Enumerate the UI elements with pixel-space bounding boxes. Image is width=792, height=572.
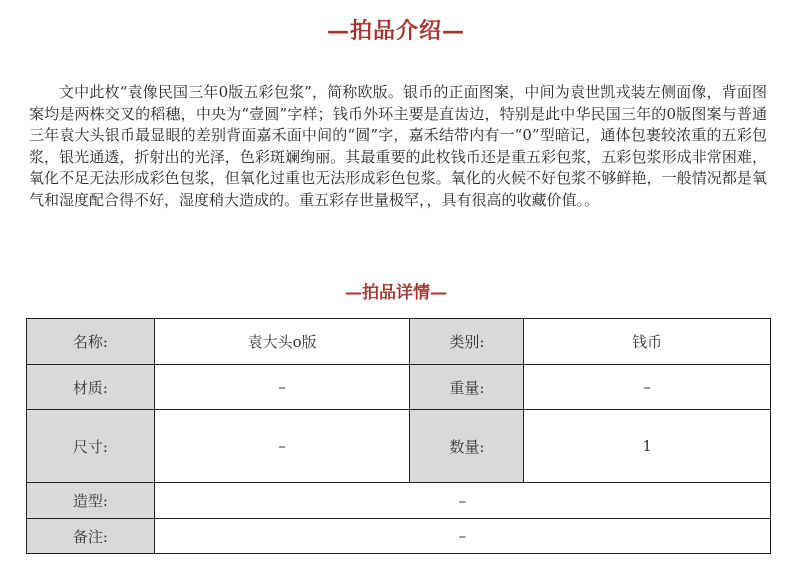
weight-value: – — [524, 365, 771, 410]
table-row — [27, 319, 771, 365]
name-label: 名称: — [27, 319, 155, 365]
quantity-label: 数量: — [410, 410, 524, 483]
lot-intro-heading: —拍品介绍— — [326, 18, 465, 44]
size-value: – — [154, 410, 410, 483]
category-label: 类别: — [410, 319, 524, 365]
table-row — [27, 519, 771, 554]
table-row — [27, 410, 771, 483]
remark-label: 备注: — [27, 519, 155, 554]
size-label: 尺寸: — [27, 410, 155, 483]
lot-details-table — [26, 318, 771, 554]
quantity-value: 1 — [524, 410, 771, 483]
name-value: 袁大头o版 — [154, 319, 410, 365]
lot-details-heading: —拍品详情— — [345, 283, 447, 303]
shape-value: – — [154, 483, 770, 519]
material-value: – — [154, 365, 410, 410]
table-row — [27, 483, 771, 519]
shape-label: 造型: — [27, 483, 155, 519]
weight-label: 重量: — [410, 365, 524, 410]
table-row — [27, 365, 771, 410]
category-value: 钱币 — [524, 319, 771, 365]
material-label: 材质: — [27, 365, 155, 410]
remark-value: – — [154, 519, 770, 554]
lot-intro-text: 文中此枚“袁像民国三年0版五彩包浆”，简称欧版。银币的正面图案，中间为袁世凯戎装左侧面像，背面图案均是两株交叉的稻穗，中央为“壹圆”字样；钱币外环主要是直齿边，特别是此中华民国三年的0版图案与普通三年袁大头银币最显眼的差别背面嘉禾面中间的“圆”字，嘉禾结带内有一“0”型暗记，通体包裹较浓重的五彩包浆，银光通透，折射出的光泽，色彩斑斓绚丽。其最重要的此枚钱币还是重五彩包浆，五彩包浆形成非常困难，氧化不足无法形成彩色包浆，但氧化过重也无法形成彩色包浆。氧化的火候不好包浆不够鲜艳，一般情况都是氧气和湿度配合得不好，湿度稍大造成的。重五彩存世量极罕，，具有很高的收藏价值。。 — [29, 83, 767, 209]
